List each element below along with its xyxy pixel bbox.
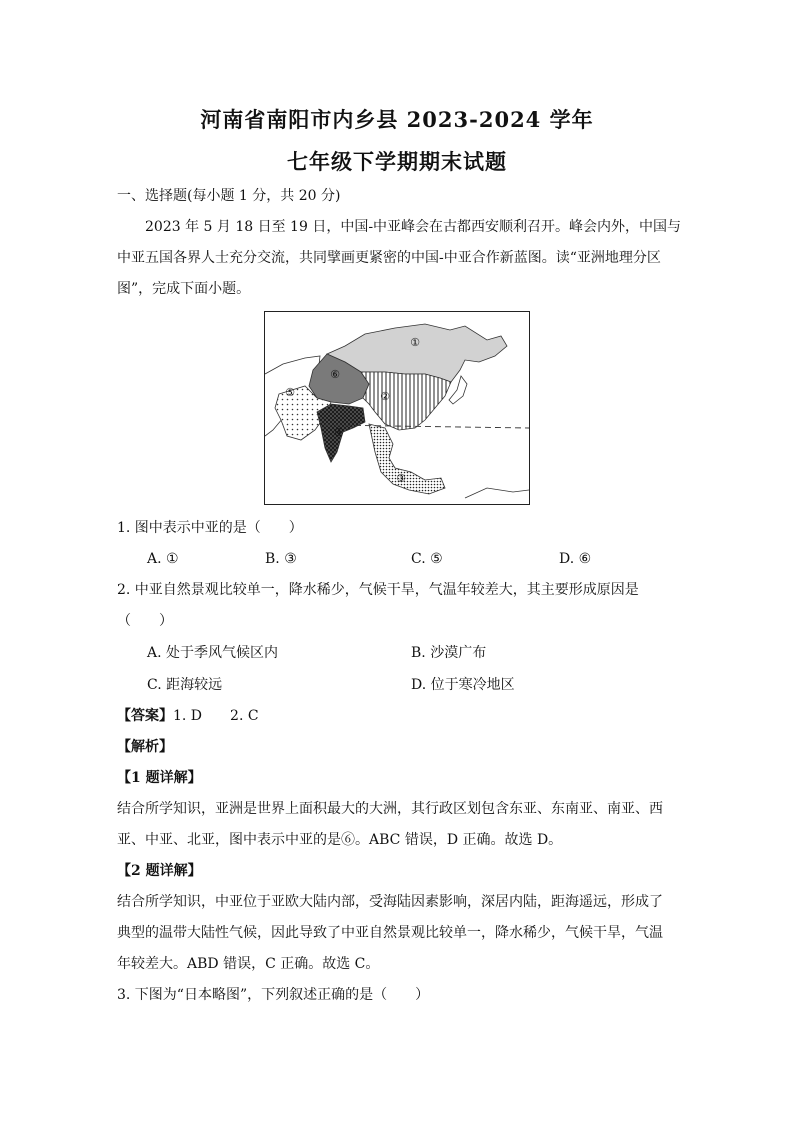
intro-line-2: 中亚五国各界人士充分交流，共同擘画更紧密的中国-中亚合作新蓝图。读“亚洲地理分区 <box>117 250 661 266</box>
section-heading: 一、选择题(每小题 1 分，共 20 分) <box>117 188 341 204</box>
region-east-asia <box>361 372 451 430</box>
question-2-option-a[interactable]: A. 处于季风气候区内 <box>147 645 279 661</box>
page-title-line2: 七年级下学期期末试题 <box>287 149 507 174</box>
question-1-stem: 1. 图中表示中亚的是（ ） <box>117 520 303 536</box>
question-2-option-d[interactable]: D. 位于寒冷地区 <box>411 677 515 693</box>
page-title-line1: 河南省南阳市内乡县 2023-2024 学年 <box>200 107 594 132</box>
detail-2-line-1: 结合所学知识，中亚位于亚欧大陆内部，受海陆因素影响，深居内陆，距海遥远，形成了 <box>117 894 663 910</box>
intro-line-3: 图”，完成下面小题。 <box>117 281 251 297</box>
analysis-label: 【解析】 <box>117 739 173 755</box>
question-1-option-a[interactable]: A. ① <box>147 551 179 567</box>
question-2-option-b[interactable]: B. 沙漠广布 <box>411 645 487 661</box>
question-2-stem: 2. 中亚自然景观比较单一，降水稀少，气候干旱，气温年较差大，其主要形成原因是 <box>117 582 639 598</box>
label-region-2: ② <box>380 390 390 403</box>
detail-1-line-1: 结合所学知识，亚洲是世界上面积最大的大洲，其行政区划包含东亚、东南亚、南亚、西 <box>117 801 663 817</box>
detail-1-label: 【1 题详解】 <box>117 770 202 786</box>
label-region-6: ⑥ <box>330 368 340 381</box>
detail-2-line-2: 典型的温带大陆性气候，因此导致了中亚自然景观比较单一，降水稀少，气候干旱，气温 <box>117 925 663 941</box>
answer-line <box>117 706 679 726</box>
label-region-5: ⑤ <box>285 386 295 399</box>
question-1-option-c[interactable]: C. ⑤ <box>411 551 443 567</box>
detail-2-label: 【2 题详解】 <box>117 863 202 879</box>
australia-outline <box>465 488 529 498</box>
question-1-option-b[interactable]: B. ③ <box>265 551 297 567</box>
detail-2-line-3: 年较差大。ABD 错误，C 正确。故选 C。 <box>117 956 380 972</box>
question-1-option-d[interactable]: D. ⑥ <box>559 551 592 567</box>
label-region-3: ③ <box>396 472 406 485</box>
question-2-stem-cont: （ ） <box>117 613 173 629</box>
question-2-option-c[interactable]: C. 距海较远 <box>147 677 223 693</box>
region-southeast-asia <box>369 424 445 494</box>
asia-region-map <box>264 311 530 505</box>
question-3-stem: 3. 下图为“日本略图”，下列叙述正确的是（ ） <box>117 987 430 1003</box>
detail-1-line-2: 亚、中亚、北亚，图中表示中亚的是⑥。ABC 错误，D 正确。故选 D。 <box>117 832 563 848</box>
intro-line-1: 2023 年 5 月 18 日至 19 日，中国-中亚峰会在古都西安顺利召开。峰会内外，中国与 <box>145 219 682 235</box>
answer-text: 1. D 2. C <box>173 708 259 724</box>
label-region-1: ① <box>410 336 420 349</box>
answer-label: 【答案】 <box>117 708 173 724</box>
label-region-4: ④ <box>334 426 344 439</box>
